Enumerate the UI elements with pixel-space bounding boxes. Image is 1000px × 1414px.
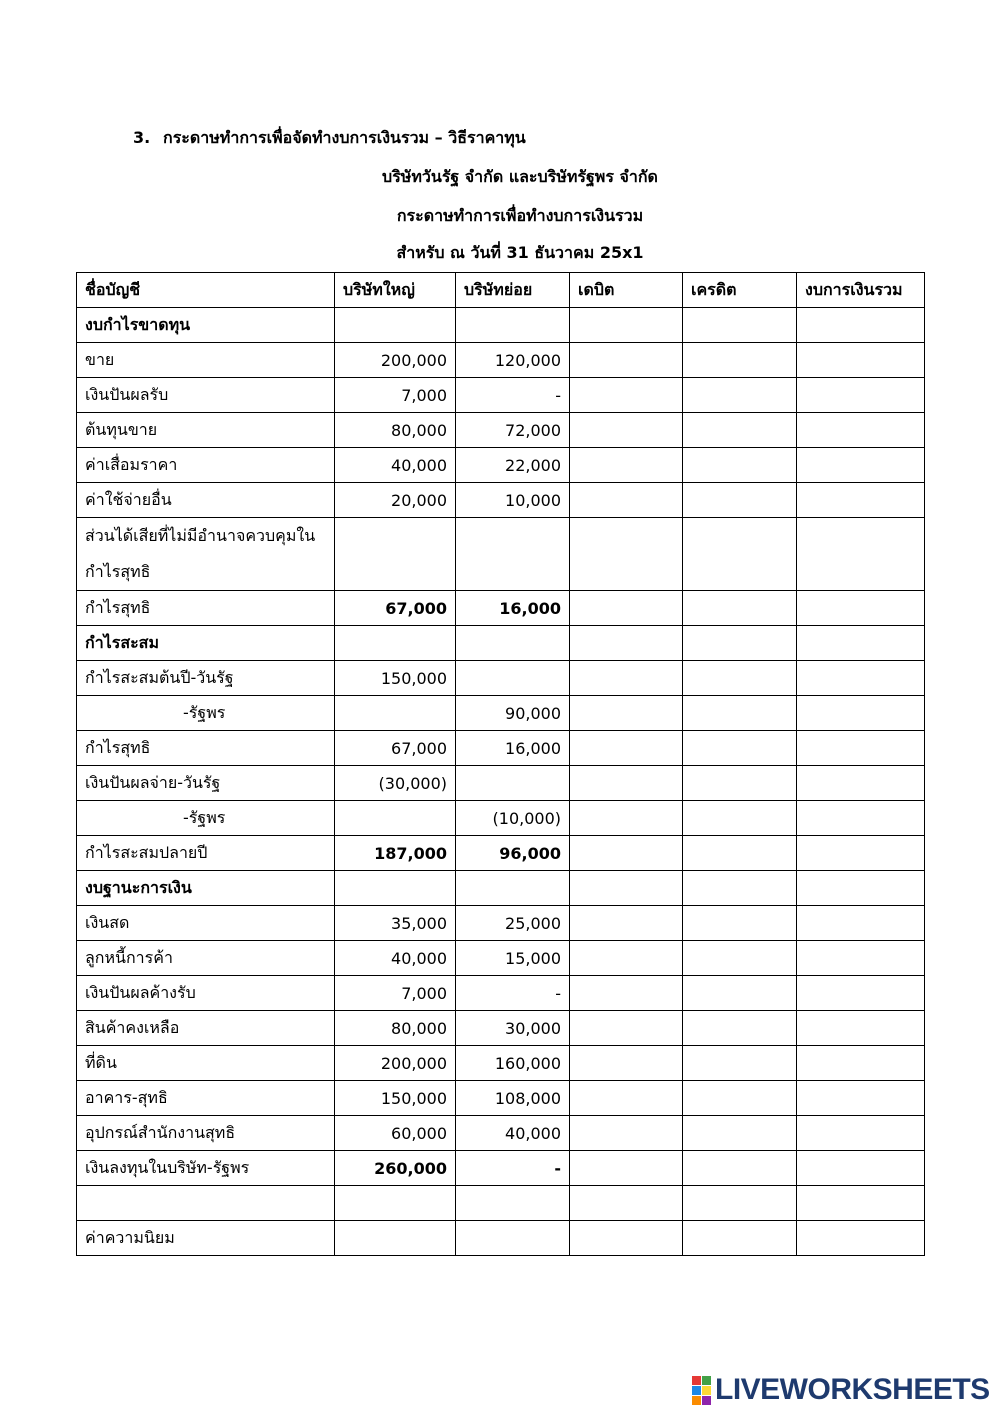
credit-cell[interactable] (683, 1151, 797, 1186)
debit-cell[interactable] (570, 1081, 683, 1116)
table-row (77, 1151, 925, 1186)
parent-value: 20,000 (335, 483, 456, 518)
account-label: -รัฐพร (77, 696, 335, 731)
debit-cell[interactable] (570, 378, 683, 413)
parent-value: 187,000 (335, 836, 456, 871)
parent-cell[interactable] (335, 518, 456, 591)
debit-cell[interactable] (570, 766, 683, 801)
logo-square (692, 1376, 701, 1385)
table-row (77, 448, 925, 483)
consolidated-cell[interactable] (797, 801, 925, 836)
credit-cell[interactable] (683, 906, 797, 941)
parent-value: 150,000 (335, 1081, 456, 1116)
credit-cell[interactable] (683, 801, 797, 836)
debit-cell[interactable] (570, 343, 683, 378)
consolidated-cell[interactable] (797, 413, 925, 448)
parent-value: 200,000 (335, 343, 456, 378)
debit-cell[interactable] (570, 308, 683, 343)
worksheet-title: กระดาษทำการเพื่อทำงบการเงินรวม (396, 206, 644, 225)
account-label: เงินปันผลจ่าย-วันรัฐ (77, 766, 335, 801)
consolidated-cell[interactable] (797, 871, 925, 906)
account-label: เงินสด (77, 906, 335, 941)
credit-cell[interactable] (683, 941, 797, 976)
consolidated-cell[interactable] (797, 976, 925, 1011)
logo-square (702, 1396, 711, 1405)
debit-cell[interactable] (570, 871, 683, 906)
credit-cell[interactable] (683, 836, 797, 871)
credit-cell[interactable] (683, 378, 797, 413)
parent-cell[interactable] (335, 1186, 456, 1221)
table-row (77, 1081, 925, 1116)
sub-value: - (456, 378, 570, 413)
company-title: บริษัทวันรัฐ จำกัด และบริษัทรัฐพร จำกัด (382, 167, 658, 186)
parent-value: (30,000) (335, 766, 456, 801)
parent-cell[interactable] (335, 871, 456, 906)
sub-cell[interactable] (456, 308, 570, 343)
parent-value: 60,000 (335, 1116, 456, 1151)
table-row (77, 696, 925, 731)
consolidated-cell[interactable] (797, 1046, 925, 1081)
debit-cell[interactable] (570, 1151, 683, 1186)
header-credit: เครดิต (683, 273, 797, 308)
account-cell[interactable] (77, 1186, 335, 1221)
credit-cell[interactable] (683, 413, 797, 448)
parent-value: 150,000 (335, 661, 456, 696)
account-label: -รัฐพร (77, 801, 335, 836)
credit-cell[interactable] (683, 1221, 797, 1256)
debit-cell[interactable] (570, 483, 683, 518)
account-label: ส่วนได้เสียที่ไม่มีอำนาจควบคุมในกำไรสุทธิ (77, 518, 335, 591)
account-label: กำไรสะสมปลายปี (77, 836, 335, 871)
header-row (77, 273, 925, 308)
consolidated-cell[interactable] (797, 626, 925, 661)
parent-cell[interactable] (335, 626, 456, 661)
credit-cell[interactable] (683, 626, 797, 661)
parent-value: 80,000 (335, 413, 456, 448)
table-row (77, 976, 925, 1011)
section-title-balance: งบฐานะการเงิน (77, 871, 335, 906)
credit-cell[interactable] (683, 661, 797, 696)
header-subsidiary: บริษัทย่อย (456, 273, 570, 308)
credit-cell[interactable] (683, 518, 797, 591)
consolidated-cell[interactable] (797, 1081, 925, 1116)
table-row (77, 906, 925, 941)
credit-cell[interactable] (683, 766, 797, 801)
consolidated-cell[interactable] (797, 836, 925, 871)
sub-value: - (456, 976, 570, 1011)
sub-value: 16,000 (456, 731, 570, 766)
sub-cell[interactable] (456, 626, 570, 661)
consolidated-cell[interactable] (797, 731, 925, 766)
parent-cell[interactable] (335, 696, 456, 731)
consolidated-cell[interactable] (797, 343, 925, 378)
sub-cell[interactable] (456, 1186, 570, 1221)
debit-cell[interactable] (570, 696, 683, 731)
parent-cell[interactable] (335, 308, 456, 343)
consolidated-cell[interactable] (797, 1186, 925, 1221)
consolidated-cell[interactable] (797, 483, 925, 518)
account-label: ค่าเสื่อมราคา (77, 448, 335, 483)
consolidated-cell[interactable] (797, 1151, 925, 1186)
consolidated-cell[interactable] (797, 518, 925, 591)
credit-cell[interactable] (683, 871, 797, 906)
account-label: ลูกหนี้การค้า (77, 941, 335, 976)
item-title: กระดาษทำการเพื่อจัดทำงบการเงินรวม – วิธีราคาทุน (163, 128, 526, 147)
debit-cell[interactable] (570, 518, 683, 591)
consolidated-cell[interactable] (797, 696, 925, 731)
consolidated-cell[interactable] (797, 941, 925, 976)
sub-value: 120,000 (456, 343, 570, 378)
logo-square (702, 1376, 711, 1385)
parent-cell[interactable] (335, 801, 456, 836)
account-label: ต้นทุนขาย (77, 413, 335, 448)
parent-value: 35,000 (335, 906, 456, 941)
sub-cell[interactable] (456, 871, 570, 906)
account-label: ค่าความนิยม (77, 1221, 335, 1256)
table-row (77, 801, 925, 836)
logo-grid-icon (692, 1376, 711, 1405)
sub-cell[interactable] (456, 766, 570, 801)
parent-cell[interactable] (335, 1221, 456, 1256)
table-row (77, 483, 925, 518)
header-consolidated: งบการเงินรวม (797, 273, 925, 308)
credit-cell[interactable] (683, 448, 797, 483)
credit-cell[interactable] (683, 483, 797, 518)
credit-cell[interactable] (683, 976, 797, 1011)
debit-cell[interactable] (570, 836, 683, 871)
parent-value: 7,000 (335, 976, 456, 1011)
sub-value: 25,000 (456, 906, 570, 941)
debit-cell[interactable] (570, 626, 683, 661)
account-label: ค่าใช้จ่ายอื่น (77, 483, 335, 518)
item-heading (133, 126, 526, 151)
account-label: ขาย (77, 343, 335, 378)
credit-cell[interactable] (683, 1081, 797, 1116)
debit-cell[interactable] (570, 1186, 683, 1221)
account-label: เงินปันผลรับ (77, 378, 335, 413)
debit-cell[interactable] (570, 448, 683, 483)
parent-value: 80,000 (335, 1011, 456, 1046)
credit-cell[interactable] (683, 343, 797, 378)
consolidated-cell[interactable] (797, 1221, 925, 1256)
table-row (77, 731, 925, 766)
credit-cell[interactable] (683, 1186, 797, 1221)
debit-cell[interactable] (570, 591, 683, 626)
logo-square (702, 1386, 711, 1395)
consolidated-cell[interactable] (797, 766, 925, 801)
credit-cell[interactable] (683, 591, 797, 626)
table-row (77, 661, 925, 696)
debit-cell[interactable] (570, 413, 683, 448)
sub-value: 160,000 (456, 1046, 570, 1081)
table-row (77, 518, 925, 591)
section-row (77, 626, 925, 661)
table-row (77, 941, 925, 976)
header-account: ชื่อบัญชี (77, 273, 335, 308)
credit-cell[interactable] (683, 1046, 797, 1081)
item-number: 3. (133, 128, 151, 147)
period-line: สำหรับ ณ วันที่ 31 ธันวาคม 25x1 (396, 243, 644, 262)
debit-cell[interactable] (570, 1011, 683, 1046)
debit-cell[interactable] (570, 1046, 683, 1081)
debit-cell[interactable] (570, 801, 683, 836)
sub-value: 16,000 (456, 591, 570, 626)
parent-value: 200,000 (335, 1046, 456, 1081)
section-title-income: งบกำไรขาดทุน (77, 308, 335, 343)
sub-value: 40,000 (456, 1116, 570, 1151)
debit-cell[interactable] (570, 731, 683, 766)
sub-value: 72,000 (456, 413, 570, 448)
parent-value: 7,000 (335, 378, 456, 413)
sub-value: 30,000 (456, 1011, 570, 1046)
account-label: กำไรสุทธิ (77, 731, 335, 766)
consolidated-cell[interactable] (797, 308, 925, 343)
logo-square (692, 1386, 701, 1395)
consolidated-cell[interactable] (797, 661, 925, 696)
sub-value: 15,000 (456, 941, 570, 976)
logo-square (692, 1396, 701, 1405)
account-label: กำไรสะสมต้นปี-วันรัฐ (77, 661, 335, 696)
header-parent: บริษัทใหญ่ (335, 273, 456, 308)
sub-cell[interactable] (456, 518, 570, 591)
section-title-retained: กำไรสะสม (77, 626, 335, 661)
sub-cell[interactable] (456, 1221, 570, 1256)
worksheet-table (76, 272, 925, 1256)
header-debit: เดบิต (570, 273, 683, 308)
table-row (77, 836, 925, 871)
table-row (77, 1116, 925, 1151)
sub-cell[interactable] (456, 661, 570, 696)
sub-value: 22,000 (456, 448, 570, 483)
account-label: อุปกรณ์สำนักงานสุทธิ (77, 1116, 335, 1151)
sub-value: - (456, 1151, 570, 1186)
table-row (77, 1221, 925, 1256)
credit-cell[interactable] (683, 731, 797, 766)
sub-value: 108,000 (456, 1081, 570, 1116)
liveworksheets-logo[interactable] (692, 1374, 990, 1406)
table-row (77, 378, 925, 413)
account-label: สินค้าคงเหลือ (77, 1011, 335, 1046)
debit-cell[interactable] (570, 906, 683, 941)
sub-value: 90,000 (456, 696, 570, 731)
table-row (77, 413, 925, 448)
account-label: ที่ดิน (77, 1046, 335, 1081)
logo-wordmark: LIVEWORKSHEETS (715, 1373, 990, 1406)
account-label: กำไรสุทธิ (77, 591, 335, 626)
account-label: อาคาร-สุทธิ (77, 1081, 335, 1116)
debit-cell[interactable] (570, 1221, 683, 1256)
debit-cell[interactable] (570, 941, 683, 976)
table-row (77, 591, 925, 626)
sub-value: 96,000 (456, 836, 570, 871)
sub-value: (10,000) (456, 801, 570, 836)
consolidated-cell[interactable] (797, 906, 925, 941)
consolidated-cell[interactable] (797, 448, 925, 483)
parent-value: 40,000 (335, 448, 456, 483)
consolidated-cell[interactable] (797, 378, 925, 413)
parent-value: 260,000 (335, 1151, 456, 1186)
credit-cell[interactable] (683, 1011, 797, 1046)
sub-value: 10,000 (456, 483, 570, 518)
table-row (77, 1186, 925, 1221)
table-row (77, 1046, 925, 1081)
section-row (77, 871, 925, 906)
consolidated-cell[interactable] (797, 1011, 925, 1046)
debit-cell[interactable] (570, 1116, 683, 1151)
credit-cell[interactable] (683, 1116, 797, 1151)
account-label: เงินลงทุนในบริษัท-รัฐพร (77, 1151, 335, 1186)
section-row (77, 308, 925, 343)
consolidated-cell[interactable] (797, 591, 925, 626)
debit-cell[interactable] (570, 976, 683, 1011)
table-row (77, 343, 925, 378)
parent-value: 40,000 (335, 941, 456, 976)
parent-value: 67,000 (335, 731, 456, 766)
account-label: เงินปันผลค้างรับ (77, 976, 335, 1011)
credit-cell[interactable] (683, 696, 797, 731)
consolidated-cell[interactable] (797, 1116, 925, 1151)
parent-value: 67,000 (335, 591, 456, 626)
table-row (77, 1011, 925, 1046)
debit-cell[interactable] (570, 661, 683, 696)
table-row (77, 766, 925, 801)
credit-cell[interactable] (683, 308, 797, 343)
